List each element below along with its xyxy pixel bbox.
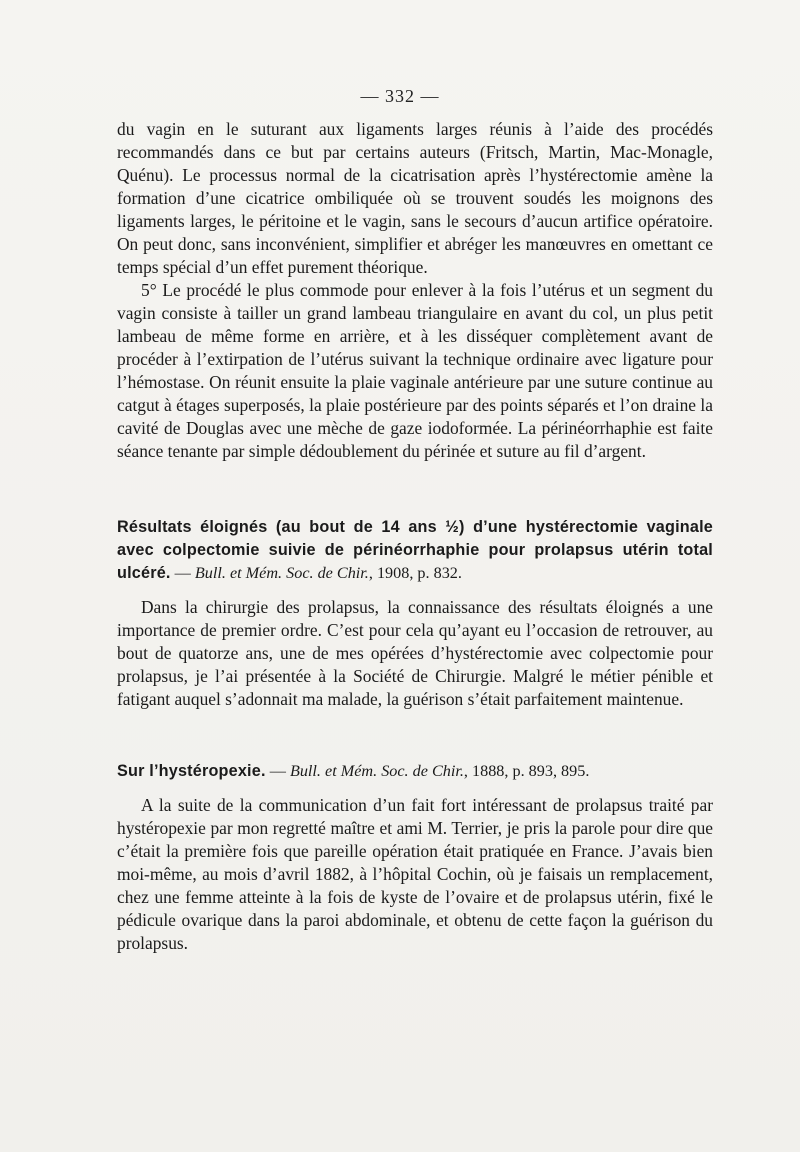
section-ref-journal: Bull. et Mém. Soc. de Chir.	[289, 762, 464, 780]
page-number: — 332 —	[360, 86, 440, 106]
section-body-hysteropexie: A la suite de la communication d’un fait fort intéressant de prolapsus traité par hystéropexie par mon regretté maître et ami M. Terrier, je pris la parole pour dire que c’était la première fois que pareille opération était pratiquée en France. J’avais bien moi-même, au mois d’avril 1882, à l’hôpital Cochin, où je faisais un remplacement, chez une femme atteinte à la fois de kyste de l’ovaire et de prolapsus utérin, fixé le pédicule ovarique dans la paroi abdominale, et obtenu de cette façon la guérison du prolapsus.	[117, 795, 713, 953]
section-title-hysteropexie: Sur l’hystéropexie.	[117, 762, 266, 780]
section-body-results: Dans la chirurgie des prolapsus, la connaissance des résultats éloignés a une importance de premier ordre. C’est pour cela qu’ayant eu l’occasion de retrouver, au bout de quatorze ans, une de mes opérées d’hystérectomie avec colpectomie pour prolapsus, je l’ai présentée à la Société de Chirurgie. Malgré le métier pénible et fatigant auquel s’adonnait ma malade, la guérison s’était parfaitement maintenue.	[117, 597, 713, 709]
page-body	[117, 118, 713, 955]
section-heading-results	[117, 515, 713, 584]
continued-paragraph-1: du vagin en le suturant aux ligaments larges réunis à l’aide des procédés recommandés dans ce but par certains auteurs (Fritsch, Martin, Mac-Monagle, Quénu). Le processus normal de la cicatrisation après l’hystérectomie amène la formation d’une cicatrice ombiliquée où se trouvent soudés les moignons des ligaments larges, le péritoine et le vagin, sans le secours d’aucun artifice opératoire. On peut donc, sans inconvénient, simplifier et abréger les manœuvres en omettant ce temps spécial d’un effet purement théorique.	[117, 119, 713, 277]
section-ref-dash: —	[170, 564, 195, 582]
section-ref-details: , 1888, p. 893, 895.	[463, 762, 590, 780]
continued-paragraph-2: 5° Le procédé le plus commode pour enlever à la fois l’utérus et un segment du vagin consiste à tailler un grand lambeau triangulaire en avant du col, un plus petit lambeau de même forme en arrière, et à les disséquer complètement avant de procéder à l’extirpation de l’utérus suivant la technique ordinaire avec ligature pour l’hémostase. On réunit ensuite la plaie vaginale antérieure par une suture continue au catgut à étages superposés, la plaie postérieure par des points séparés et l’on draine la cavité de Douglas avec une mèche de gaze iodoformée. La périnéorrhaphie est faite séance tenante par simple dédoublement du périnée et suture au fil d’argent.	[117, 280, 713, 461]
section-ref-journal: Bull. et Mém. Soc. de Chir.	[194, 564, 369, 582]
section-heading-hysteropexie	[117, 759, 713, 782]
section-title-results: Résultats éloignés (au bout de 14 ans ½) d’une hystérectomie vaginale avec colpectomie suivie de périnéorrhaphie pour prolapsus utérin total ulcéré.	[117, 518, 713, 582]
section-ref-details: , 1908, p. 832.	[368, 564, 462, 582]
section-ref-dash: —	[265, 762, 290, 780]
